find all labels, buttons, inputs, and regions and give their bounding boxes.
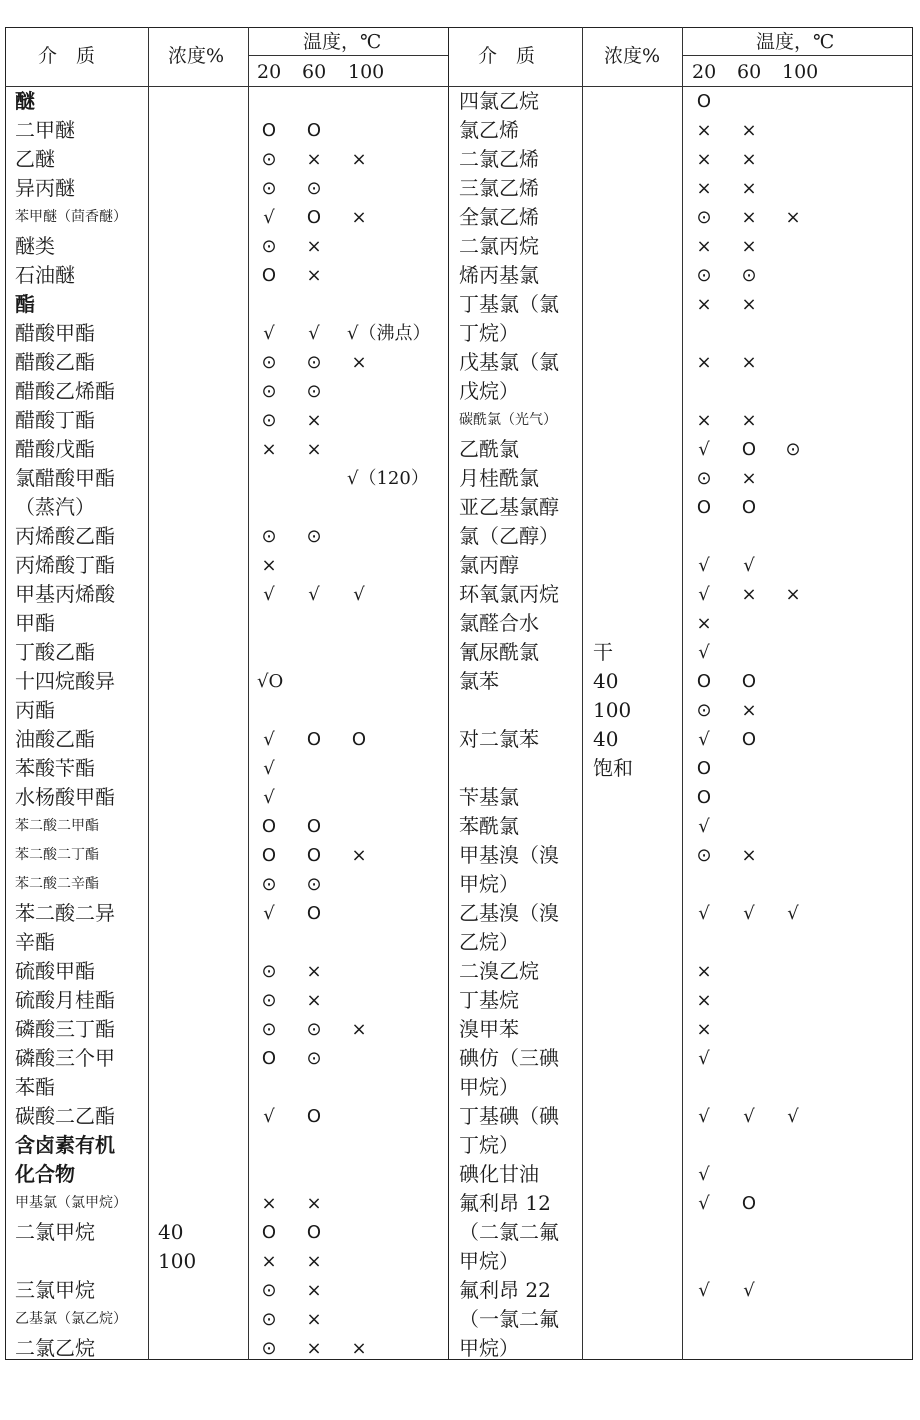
medium-name: 氯苯 bbox=[459, 669, 499, 693]
rating-60: × bbox=[741, 236, 757, 257]
concentration-value: 饱和 bbox=[593, 756, 633, 780]
rating-60: × bbox=[306, 1280, 322, 1301]
medium-name: 丁酸乙酯 bbox=[15, 640, 95, 664]
medium-name: 氟利昂 12 bbox=[459, 1191, 551, 1215]
rating-60: × bbox=[741, 468, 757, 489]
rating-20: × bbox=[696, 352, 712, 373]
concentration-value: 100 bbox=[158, 1249, 197, 1273]
header-t60-right: 60 bbox=[737, 61, 762, 83]
medium-name: 氯乙烯 bbox=[459, 118, 519, 142]
rating-20: ⊙ bbox=[696, 468, 712, 489]
col-divider-medium-right bbox=[582, 27, 583, 1360]
medium-name: 醋酸乙酯 bbox=[15, 350, 95, 374]
medium-name: 乙烷） bbox=[459, 930, 519, 954]
concentration-value: 40 bbox=[593, 669, 619, 693]
medium-name: 丙烯酸丁酯 bbox=[15, 553, 115, 577]
medium-name: 醚类 bbox=[15, 234, 55, 258]
rating-20: O bbox=[261, 1222, 277, 1243]
rating-60: × bbox=[741, 120, 757, 141]
medium-name: 氯醛合水 bbox=[459, 611, 539, 635]
medium-name: 烯丙基氯 bbox=[459, 263, 539, 287]
medium-name: （一氯二氟 bbox=[459, 1307, 559, 1331]
temp-subheader-line-left bbox=[248, 55, 448, 56]
rating-60: × bbox=[306, 265, 322, 286]
rating-20: ⊙ bbox=[261, 961, 277, 982]
header-t20-left: 20 bbox=[257, 61, 282, 83]
rating-20: √ bbox=[263, 584, 275, 605]
rating-20: √ bbox=[698, 1048, 710, 1069]
temp-subheader-line-right bbox=[682, 55, 913, 56]
medium-name: 甲基氯（氯甲烷） bbox=[15, 1195, 127, 1211]
rating-60: ⊙ bbox=[306, 874, 322, 895]
rating-60: × bbox=[306, 149, 322, 170]
medium-name: 十四烷酸异 bbox=[15, 669, 115, 693]
rating-20: × bbox=[696, 613, 712, 634]
rating-60: × bbox=[741, 700, 757, 721]
rating-20: × bbox=[696, 178, 712, 199]
rating-20: O bbox=[696, 787, 712, 808]
rating-60: × bbox=[306, 1251, 322, 1272]
rating-100: × bbox=[351, 845, 367, 866]
medium-name: 全氯乙烯 bbox=[459, 205, 539, 229]
concentration-value: 40 bbox=[593, 727, 619, 751]
rating-20: ⊙ bbox=[696, 265, 712, 286]
rating-60: ⊙ bbox=[306, 352, 322, 373]
rating-60: O bbox=[306, 903, 322, 924]
medium-name: 丁基氯（氯 bbox=[459, 292, 559, 316]
medium-name: 氯丙醇 bbox=[459, 553, 519, 577]
rating-20: √ bbox=[698, 903, 710, 924]
rating-20: √ bbox=[698, 1164, 710, 1185]
rating-60: × bbox=[741, 845, 757, 866]
medium-name: 碘仿（三碘 bbox=[459, 1046, 559, 1070]
medium-name: 醋酸丁酯 bbox=[15, 408, 95, 432]
rating-20: × bbox=[696, 410, 712, 431]
col-divider-center bbox=[448, 27, 449, 1360]
medium-name: 苯二酸二甲酯 bbox=[15, 818, 99, 834]
medium-name: 环氧氯丙烷 bbox=[459, 582, 559, 606]
col-divider-conc bbox=[248, 27, 249, 1360]
rating-60: × bbox=[741, 178, 757, 199]
rating-60: O bbox=[306, 1106, 322, 1127]
medium-name: 亚乙基氯醇 bbox=[459, 495, 559, 519]
rating-100: O bbox=[351, 729, 367, 750]
rating-20: O bbox=[261, 1048, 277, 1069]
rating-20: ⊙ bbox=[261, 526, 277, 547]
rating-60: ⊙ bbox=[741, 265, 757, 286]
rating-20: ⊙ bbox=[261, 410, 277, 431]
medium-name: 碘化甘油 bbox=[459, 1162, 539, 1186]
header-t100-left: 100 bbox=[348, 61, 385, 83]
rating-60: √ bbox=[743, 903, 755, 924]
rating-60: ⊙ bbox=[306, 526, 322, 547]
medium-name: 醋酸甲酯 bbox=[15, 321, 95, 345]
rating-100: √ bbox=[787, 1106, 799, 1127]
rating-20: O bbox=[696, 758, 712, 779]
medium-name: 苯二酸二丁酯 bbox=[15, 847, 99, 863]
rating-100: × bbox=[351, 352, 367, 373]
medium-name: 甲烷） bbox=[459, 1249, 519, 1273]
medium-name: 二氯甲烷 bbox=[15, 1220, 95, 1244]
rating-100: × bbox=[351, 149, 367, 170]
medium-name: 氰尿酰氯 bbox=[459, 640, 539, 664]
medium-name: 化合物 bbox=[15, 1162, 75, 1186]
rating-20: × bbox=[696, 120, 712, 141]
header-temp-left: 温度，℃ bbox=[303, 31, 382, 53]
medium-name: 戊烷） bbox=[459, 379, 519, 403]
medium-name: 溴甲苯 bbox=[459, 1017, 519, 1041]
medium-name: 苄基氯 bbox=[459, 785, 519, 809]
medium-name: 石油醚 bbox=[15, 263, 75, 287]
rating-100: ⊙ bbox=[785, 439, 801, 460]
medium-name: （蒸汽） bbox=[15, 495, 95, 519]
medium-name: 甲烷） bbox=[459, 1075, 519, 1099]
medium-name: 甲烷） bbox=[459, 872, 519, 896]
medium-name: 异丙醚 bbox=[15, 176, 75, 200]
rating-60: × bbox=[306, 1309, 322, 1330]
rating-20: × bbox=[696, 961, 712, 982]
rating-100: √ bbox=[787, 903, 799, 924]
header-temp-right: 温度，℃ bbox=[756, 31, 835, 53]
rating-60: × bbox=[306, 1193, 322, 1214]
rating-20: ⊙ bbox=[696, 207, 712, 228]
medium-name: 丙烯酸乙酯 bbox=[15, 524, 115, 548]
rating-20: √ bbox=[698, 1106, 710, 1127]
rating-20: × bbox=[696, 294, 712, 315]
rating-60: O bbox=[306, 1222, 322, 1243]
rating-60: O bbox=[741, 729, 757, 750]
rating-60: ⊙ bbox=[306, 1048, 322, 1069]
medium-name: 乙基溴（溴 bbox=[459, 901, 559, 925]
medium-name: 二甲醚 bbox=[15, 118, 75, 142]
header-t100-right: 100 bbox=[782, 61, 819, 83]
medium-name: 丁基烷 bbox=[459, 988, 519, 1012]
medium-name: 丁基碘（碘 bbox=[459, 1104, 559, 1128]
rating-100: √（120） bbox=[347, 468, 429, 489]
medium-name: 氯醋酸甲酯 bbox=[15, 466, 115, 490]
rating-20: √ bbox=[698, 816, 710, 837]
medium-name: 苯酰氯 bbox=[459, 814, 519, 838]
rating-20: √ bbox=[698, 555, 710, 576]
rating-20: O bbox=[696, 497, 712, 518]
rating-20: × bbox=[696, 990, 712, 1011]
rating-60: × bbox=[306, 961, 322, 982]
rating-60: × bbox=[741, 294, 757, 315]
rating-20: O bbox=[261, 816, 277, 837]
rating-20: √ bbox=[263, 787, 275, 808]
medium-name: 水杨酸甲酯 bbox=[15, 785, 115, 809]
rating-60: × bbox=[741, 410, 757, 431]
rating-60: √ bbox=[308, 323, 320, 344]
col-divider-conc-right bbox=[682, 27, 683, 1360]
medium-name: 苯二酸二异 bbox=[15, 901, 115, 925]
concentration-value: 干 bbox=[593, 640, 613, 664]
medium-name: 丁烷） bbox=[459, 1133, 519, 1157]
header-conc-right: 浓度% bbox=[604, 45, 661, 67]
rating-60: O bbox=[306, 120, 322, 141]
header-t60-left: 60 bbox=[302, 61, 327, 83]
rating-60: × bbox=[306, 439, 322, 460]
rating-20: ⊙ bbox=[261, 149, 277, 170]
rating-20: ⊙ bbox=[696, 845, 712, 866]
rating-60: × bbox=[306, 410, 322, 431]
concentration-value: 100 bbox=[593, 698, 632, 722]
rating-60: O bbox=[306, 816, 322, 837]
medium-name: 油酸乙酯 bbox=[15, 727, 95, 751]
medium-name: 四氯乙烷 bbox=[459, 89, 539, 113]
medium-name: 二氯乙烯 bbox=[459, 147, 539, 171]
medium-name: 二氯丙烷 bbox=[459, 234, 539, 258]
medium-name: 醚 bbox=[15, 89, 35, 113]
rating-20: × bbox=[261, 1251, 277, 1272]
rating-60: √ bbox=[743, 1106, 755, 1127]
medium-name: 醋酸乙烯酯 bbox=[15, 379, 115, 403]
rating-20: × bbox=[696, 149, 712, 170]
rating-20: × bbox=[696, 236, 712, 257]
medium-name: 碳酰氯（光气） bbox=[459, 412, 557, 428]
medium-name: 甲基丙烯酸 bbox=[15, 582, 115, 606]
medium-name: 苯酯 bbox=[15, 1075, 55, 1099]
rating-20: √ bbox=[263, 1106, 275, 1127]
medium-name: 三氯乙烯 bbox=[459, 176, 539, 200]
rating-100: × bbox=[785, 584, 801, 605]
rating-20: ⊙ bbox=[696, 700, 712, 721]
medium-name: （二氯二氟 bbox=[459, 1220, 559, 1244]
rating-20: ⊙ bbox=[261, 178, 277, 199]
header-t20-right: 20 bbox=[692, 61, 717, 83]
rating-20: ⊙ bbox=[261, 1309, 277, 1330]
medium-name: 乙酰氯 bbox=[459, 437, 519, 461]
rating-60: O bbox=[741, 1193, 757, 1214]
rating-20: √ bbox=[263, 207, 275, 228]
rating-100: × bbox=[351, 207, 367, 228]
rating-60: ⊙ bbox=[306, 381, 322, 402]
rating-60: × bbox=[306, 1338, 322, 1359]
medium-name: 三氯甲烷 bbox=[15, 1278, 95, 1302]
medium-name: 磷酸三丁酯 bbox=[15, 1017, 115, 1041]
rating-20: ⊙ bbox=[261, 1019, 277, 1040]
rating-60: √ bbox=[743, 555, 755, 576]
rating-20: √ bbox=[698, 439, 710, 460]
header-conc-left: 浓度% bbox=[168, 45, 225, 67]
medium-name: 乙基氯（氯乙烷） bbox=[15, 1311, 127, 1327]
header-medium-left: 介 质 bbox=[38, 45, 96, 67]
medium-name: 氟利昂 22 bbox=[459, 1278, 551, 1302]
rating-60: √ bbox=[743, 1280, 755, 1301]
rating-20: O bbox=[696, 671, 712, 692]
medium-name: 甲酯 bbox=[15, 611, 55, 635]
header-medium-right: 介 质 bbox=[478, 45, 536, 67]
medium-name: 月桂酰氯 bbox=[459, 466, 539, 490]
rating-20: √ bbox=[263, 903, 275, 924]
rating-60: ⊙ bbox=[306, 178, 322, 199]
rating-20: × bbox=[261, 1193, 277, 1214]
medium-name: 苯甲醚（茴香醚） bbox=[15, 209, 127, 225]
rating-60: × bbox=[741, 207, 757, 228]
medium-name: 硫酸月桂酯 bbox=[15, 988, 115, 1012]
rating-20: √ bbox=[698, 1280, 710, 1301]
rating-60: × bbox=[741, 149, 757, 170]
rating-20: ⊙ bbox=[261, 352, 277, 373]
rating-20: √O bbox=[257, 671, 284, 692]
medium-name: 碳酸二乙酯 bbox=[15, 1104, 115, 1128]
medium-name: 苯酸苄酯 bbox=[15, 756, 95, 780]
medium-name: 二溴乙烷 bbox=[459, 959, 539, 983]
rating-60: × bbox=[306, 990, 322, 1011]
medium-name: 辛酯 bbox=[15, 930, 55, 954]
rating-20: O bbox=[261, 265, 277, 286]
rating-20: √ bbox=[698, 584, 710, 605]
rating-60: O bbox=[741, 497, 757, 518]
rating-20: √ bbox=[263, 729, 275, 750]
rating-60: O bbox=[306, 845, 322, 866]
rating-20: √ bbox=[698, 1193, 710, 1214]
rating-60: √ bbox=[308, 584, 320, 605]
rating-20: × bbox=[261, 555, 277, 576]
rating-20: ⊙ bbox=[261, 381, 277, 402]
rating-20: √ bbox=[263, 758, 275, 779]
medium-name: 甲基溴（溴 bbox=[459, 843, 559, 867]
medium-name: 磷酸三个甲 bbox=[15, 1046, 115, 1070]
medium-name: 对二氯苯 bbox=[459, 727, 539, 751]
rating-60: O bbox=[741, 439, 757, 460]
rating-100: × bbox=[351, 1019, 367, 1040]
medium-name: 酯 bbox=[15, 292, 35, 316]
medium-name: 戊基氯（氯 bbox=[459, 350, 559, 374]
rating-60: O bbox=[306, 729, 322, 750]
rating-20: ⊙ bbox=[261, 236, 277, 257]
rating-60: O bbox=[306, 207, 322, 228]
rating-20: O bbox=[261, 120, 277, 141]
rating-60: × bbox=[741, 352, 757, 373]
medium-name: 丁烷） bbox=[459, 321, 519, 345]
medium-name: 硫酸甲酯 bbox=[15, 959, 95, 983]
rating-60: O bbox=[741, 671, 757, 692]
col-divider-medium bbox=[148, 27, 149, 1360]
rating-100: × bbox=[785, 207, 801, 228]
medium-name: 氯（乙醇） bbox=[459, 524, 559, 548]
rating-20: ⊙ bbox=[261, 874, 277, 895]
rating-60: ⊙ bbox=[306, 1019, 322, 1040]
medium-name: 丙酯 bbox=[15, 698, 55, 722]
rating-100: × bbox=[351, 1338, 367, 1359]
medium-name: 含卤素有机 bbox=[15, 1133, 115, 1157]
concentration-value: 40 bbox=[158, 1220, 184, 1244]
rating-20: O bbox=[696, 91, 712, 112]
rating-60: × bbox=[306, 236, 322, 257]
rating-20: √ bbox=[263, 323, 275, 344]
rating-20: ⊙ bbox=[261, 1280, 277, 1301]
rating-100: √ bbox=[353, 584, 365, 605]
medium-name: 醋酸戊酯 bbox=[15, 437, 95, 461]
rating-100: √（沸点） bbox=[347, 323, 431, 344]
rating-20: ⊙ bbox=[261, 1338, 277, 1359]
rating-20: O bbox=[261, 845, 277, 866]
rating-20: × bbox=[696, 1019, 712, 1040]
medium-name: 甲烷） bbox=[459, 1336, 519, 1360]
medium-name: 苯二酸二辛酯 bbox=[15, 876, 99, 892]
rating-20: √ bbox=[698, 729, 710, 750]
rating-60: × bbox=[741, 584, 757, 605]
rating-20: √ bbox=[698, 642, 710, 663]
medium-name: 乙醚 bbox=[15, 147, 55, 171]
rating-20: × bbox=[261, 439, 277, 460]
medium-name: 二氯乙烷 bbox=[15, 1336, 95, 1360]
rating-20: ⊙ bbox=[261, 990, 277, 1011]
